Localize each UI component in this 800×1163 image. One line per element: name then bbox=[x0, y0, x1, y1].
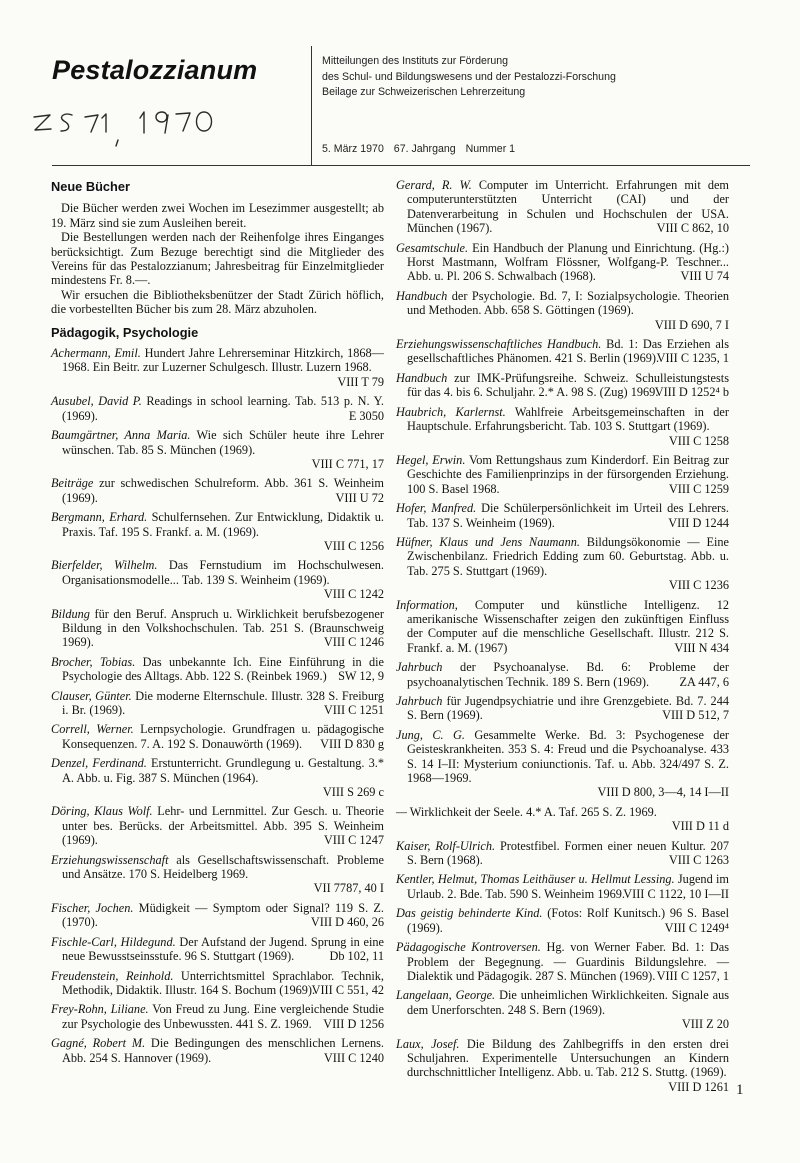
book-entry bbox=[51, 722, 384, 751]
shelf-mark-line bbox=[396, 819, 729, 833]
shelf-mark-line bbox=[396, 318, 729, 332]
shelf-mark-line bbox=[396, 785, 729, 799]
book-entry-description: Die moderne Elternschule. Illustr. 328 S. Freiburg i. Br. (1969). bbox=[62, 688, 384, 717]
book-entry-description: Unterrichtsmittel Sprachlabor. Technik, Methodik, Didaktik. Illustr. 164 S. Bochum (1969). bbox=[62, 968, 384, 997]
book-entry-lead: Clauser, Günter. bbox=[51, 688, 132, 703]
shelf-mark: VIII D 1261 bbox=[668, 1079, 729, 1094]
book-entry-description: Wie sich Schüler heute ihre Lehrer wünschen. Tab. 85 S. München (1969). bbox=[62, 428, 384, 457]
book-entry-text bbox=[51, 394, 384, 423]
book-entry-text bbox=[396, 371, 729, 400]
book-entry bbox=[51, 476, 384, 505]
book-entry bbox=[51, 1002, 384, 1031]
book-entry-text bbox=[51, 428, 384, 457]
book-entry bbox=[396, 371, 729, 400]
book-entry-description: Wirklichkeit der Seele. 4.* A. Taf. 265 S. Z. 1969. bbox=[406, 804, 657, 819]
book-entry-text bbox=[396, 598, 729, 656]
shelf-mark: VIII C 1246 bbox=[323, 635, 384, 650]
book-entry-lead: Kentler, Helmut, Thomas Leithäuser u. Hellmut Lessing. bbox=[396, 872, 675, 887]
book-entry-lead: Brocher, Tobias. bbox=[51, 654, 136, 669]
book-entry-text bbox=[396, 872, 729, 901]
book-entry-description: Vom Rettungshaus zum Kinderdorf. Ein Beitrag zur Geschichte des Familienprinzips in der fürsorgenden Erziehung. 100 S. Basel 1968. bbox=[407, 452, 729, 496]
issue-date: 5. März 1970 bbox=[322, 143, 384, 155]
book-entry-text bbox=[51, 1036, 384, 1065]
book-entry-description: Erstunterricht. Grundlegung u. Gestaltung. 3.* A. Abb. u. Fig. 387 S. München (1964). bbox=[62, 756, 384, 785]
book-entry-text bbox=[51, 689, 384, 718]
book-entry-description: zur IMK-Prüfungsreihe. Schweiz. Schulleistungstests für das 4. bis 6. Schuljahr. 2.* A. 98 S. (Zug) 1969. bbox=[407, 370, 729, 400]
book-entry-lead: Bildung bbox=[51, 606, 90, 621]
book-entry-text bbox=[51, 756, 384, 785]
shelf-mark: VIII C 1247 bbox=[323, 833, 384, 848]
intro-text bbox=[51, 201, 384, 316]
book-entry-description: für den Beruf. Anspruch u. Wirklichkeit berufsbezogener Bildung in den Volkshochschulen. Tab. 251 S. (Braunschweig 1969). bbox=[62, 606, 384, 650]
shelf-mark: VIII C 1122, 10 I—II bbox=[623, 886, 729, 901]
book-entry bbox=[396, 1037, 729, 1095]
book-entry-description: Jugend im Urlaub. 2. Bde. Tab. 590 S. Weinheim 1969. bbox=[407, 872, 729, 901]
book-entry-description: Wahlfreie Arbeitsgemeinschaften in der Hauptschule. Erfahrungsbericht. Tab. 103 S. Stuttgart (1969). bbox=[407, 404, 729, 434]
book-entry bbox=[51, 655, 384, 684]
book-entry-text bbox=[396, 694, 729, 723]
book-entry-text bbox=[396, 988, 729, 1017]
book-entry-text bbox=[51, 1002, 384, 1031]
book-entry bbox=[396, 535, 729, 593]
book-entry-description: für Jugendpsychiatrie und ihre Grenzgebiete. Bd. 7. 244 S. Bern (1969). bbox=[407, 694, 729, 723]
book-entry-description: Hg. von Werner Faber. Bd. 1: Das Problem der Begegnung. — Guardinis Bildungslehre. — Dialektik und Pädagogik. 287 S. München (1969). bbox=[407, 940, 729, 983]
book-entry bbox=[51, 853, 384, 896]
shelf-mark: VIII D 1252⁴ b bbox=[654, 385, 729, 400]
shelf-mark: ZA 447, 6 bbox=[679, 674, 729, 689]
shelf-mark: VIII Z 20 bbox=[681, 1017, 729, 1032]
masthead-vertical-rule bbox=[311, 46, 312, 166]
masthead-subtitle bbox=[322, 54, 742, 101]
book-entry-description: Readings in school learning. Tab. 513 p. N. Y. (1969). bbox=[62, 394, 384, 423]
shelf-mark-line bbox=[51, 457, 384, 471]
book-entry-text bbox=[396, 501, 729, 530]
shelf-mark-line bbox=[396, 1017, 729, 1031]
shelf-mark: VIII D 460, 26 bbox=[310, 915, 384, 930]
book-entry bbox=[51, 969, 384, 998]
section-heading-paedagogik: Pädagogik, Psychologie bbox=[51, 324, 199, 340]
book-list-right bbox=[396, 178, 729, 1094]
book-entry-description: Die Bedingungen des menschlichen Lernens. Abb. 254 S. Hannover (1969). bbox=[62, 1036, 384, 1065]
book-entry bbox=[51, 607, 384, 650]
book-entry-text bbox=[396, 660, 729, 689]
shelf-mark: VIII C 1242 bbox=[323, 587, 384, 602]
book-entry bbox=[51, 756, 384, 799]
book-entry-lead: Achermann, Emil. bbox=[51, 346, 141, 361]
shelf-mark: VIII N 434 bbox=[674, 640, 729, 655]
book-entry bbox=[396, 728, 729, 800]
masthead-title: Pestalozzianum bbox=[52, 55, 258, 85]
book-entry-lead: — bbox=[396, 804, 407, 819]
book-entry bbox=[396, 405, 729, 448]
book-entry bbox=[396, 241, 729, 284]
book-entry bbox=[396, 805, 729, 834]
shelf-mark: VIII C 862, 10 bbox=[656, 221, 729, 236]
book-entry-lead: Döring, Klaus Wolf. bbox=[51, 804, 153, 819]
book-entry-lead: Jung, C. G. bbox=[396, 727, 465, 742]
shelf-mark: VIII D 800, 3—4, 14 I—II bbox=[597, 785, 729, 800]
book-entry bbox=[396, 178, 729, 236]
book-list-left bbox=[51, 346, 384, 1065]
book-entry-description: der Psychologie. Bd. 7, I: Sozialpsychologie. Theorien und Methoden. Abb. 658 S. Göttingen (1969). bbox=[407, 288, 729, 318]
book-entry bbox=[51, 428, 384, 471]
shelf-mark: VIII C 1251 bbox=[323, 703, 384, 717]
book-entry-lead: Frey-Rohn, Liliane. bbox=[51, 1002, 149, 1017]
book-entry-text bbox=[396, 289, 729, 318]
shelf-mark: VIII T 79 bbox=[337, 374, 384, 389]
book-entry bbox=[396, 906, 729, 935]
book-entry-text bbox=[51, 901, 384, 930]
book-entry-description: Hundert Jahre Lehrerseminar Hitzkirch, 1868—1968. Ein Beitr. zur Luzerner Schulgesch. Illustr. Luzern 1968. bbox=[62, 346, 384, 375]
shelf-mark: SW 12, 9 bbox=[338, 669, 384, 684]
shelf-mark: VIII D 11 d bbox=[671, 819, 729, 834]
book-entry-description: Die unheimlichen Wirklichkeiten. Signale aus dem Unerforschten. 248 S. Bern (1969). bbox=[407, 988, 729, 1017]
book-entry bbox=[51, 1036, 384, 1065]
shelf-mark: VIII D 830 g bbox=[320, 736, 384, 751]
shelf-mark-line bbox=[396, 578, 729, 592]
book-entry bbox=[51, 689, 384, 718]
book-entry bbox=[51, 804, 384, 847]
book-entry-text bbox=[396, 535, 729, 578]
book-entry-text bbox=[51, 607, 384, 650]
book-entry-text bbox=[51, 935, 384, 964]
book-entry-description: Lernpsychologie. Grundfragen u. pädagogische Konsequenzen. 7. A. 192 S. Donauwörth (1969). bbox=[62, 722, 384, 751]
book-entry-lead: Kaiser, Rolf-Ulrich. bbox=[396, 838, 496, 853]
shelf-mark: VIII C 1263 bbox=[668, 853, 729, 868]
subtitle-line: des Schul- und Bildungswesens und der Pestalozzi-Forschung bbox=[322, 70, 616, 83]
book-entry-text bbox=[396, 178, 729, 236]
shelf-mark-line bbox=[51, 539, 384, 553]
shelf-mark: VIII C 1256 bbox=[323, 538, 384, 553]
book-entry-lead: Erziehungswissenschaft bbox=[51, 852, 169, 867]
book-entry-lead: Laux, Josef. bbox=[396, 1036, 460, 1051]
shelf-mark-line bbox=[51, 785, 384, 799]
masthead-rule bbox=[52, 165, 750, 166]
book-entry-description: Das Fernstudium im Hochschulwesen. Organisationsmodelle... Tab. 139 S. Weinheim (1969). bbox=[62, 558, 385, 587]
masthead bbox=[0, 0, 800, 170]
book-entry-lead: Das geistig behinderte Kind. bbox=[396, 906, 543, 921]
book-entry-lead: Freudenstein, Reinhold. bbox=[51, 968, 174, 983]
shelf-mark: VIII C 1249⁴ bbox=[664, 920, 729, 935]
book-entry-description: Der Aufstand der Jugend. Sprung in eine neue Bewusstseinsstufe. 96 S. Stuttgart (1969). bbox=[62, 934, 384, 964]
shelf-mark: VIII C 1236 bbox=[668, 578, 729, 593]
book-entry-text bbox=[396, 728, 729, 786]
shelf-mark: VIII D 512, 7 bbox=[662, 708, 729, 723]
shelf-mark: VIII C 1235, 1 bbox=[656, 351, 729, 366]
book-entry-lead: Bergmann, Erhard. bbox=[51, 510, 148, 525]
book-entry bbox=[51, 394, 384, 423]
book-entry-lead: Langelaan, George. bbox=[396, 988, 496, 1003]
book-entry-lead: Erziehungswissenschaftliches Handbuch. bbox=[396, 337, 602, 352]
shelf-mark: VII 7787, 40 I bbox=[313, 881, 384, 896]
book-entry bbox=[396, 839, 729, 868]
intro-paragraph: Die Bestellungen werden nach der Reihenfolge ihres Einganges berücksichtigt. Zum Bezuge berechtigt sind die Mitglieder des Vereins für das Pestalozzianum; Jahresbeitrag für Einzelmitglieder mindestens Fr. 8.—. bbox=[51, 230, 384, 288]
issue-info bbox=[322, 143, 522, 155]
book-entry-text bbox=[51, 655, 384, 684]
book-entry-description: Lehr- und Lernmittel. Zur Gesch. u. Theorie unter bes. Berücks. der Arbeitsmittel. Abb. 395 S. Weinheim (1969). bbox=[62, 804, 384, 848]
book-entry bbox=[396, 289, 729, 332]
shelf-mark-line bbox=[51, 881, 384, 895]
shelf-mark: E 3050 bbox=[348, 408, 384, 423]
book-entry-description: (Fotos: Rolf Kunitsch.) 96 S. Basel (1969). bbox=[407, 906, 729, 935]
book-entry-text bbox=[396, 337, 729, 366]
book-entry-text bbox=[396, 940, 729, 983]
page-number: 1 bbox=[736, 1082, 744, 1098]
book-entry-lead: Jahrbuch bbox=[396, 694, 443, 708]
book-entry-description: der Psychoanalyse. Bd. 6: Probleme der psychoanalytischen Technik. 189 S. Bern (1969). bbox=[407, 660, 729, 689]
book-entry-description: zur schwedischen Schulreform. Abb. 361 S. Weinheim (1969). bbox=[62, 476, 384, 505]
book-entry bbox=[396, 337, 729, 366]
book-entry-lead: Gagné, Robert M. bbox=[51, 1036, 146, 1051]
subtitle-line: Mitteilungen des Instituts zur Förderung bbox=[322, 55, 509, 67]
book-entry bbox=[51, 346, 384, 389]
book-entry-description: Die Bildung des Zahlbegriffs in den ersten drei Schuljahren. Experimentelle Untersuchungen an Kindern durchschnittlicher Intelligenz. Abb. u. Tab. 212 S. Stuttg. (1969). bbox=[407, 1036, 729, 1080]
book-entry-lead: Gerard, R. W. bbox=[396, 178, 472, 192]
book-entry-lead: Beiträge bbox=[51, 476, 94, 491]
shelf-mark: VIII C 771, 17 bbox=[311, 456, 384, 471]
shelf-mark: VIII D 690, 7 I bbox=[654, 317, 729, 332]
section-heading-neue-buecher: Neue Bücher bbox=[51, 179, 130, 194]
book-entry-description: Ein Handbuch der Planung und Einrichtung. (Hg.:) Horst Mastmann, Wolfram Flössner, Wolfgang-P. Teschner... Abb. u. Pl. 206 S. Schwalbach (1968). bbox=[407, 240, 729, 284]
book-entry-lead: Gesamtschule. bbox=[396, 240, 469, 255]
book-entry-description: Schulfernsehen. Zur Entwicklung, Didaktik u. Praxis. Taf. 195 S. Frankf. a. M. (1969). bbox=[62, 510, 384, 539]
book-entry-lead: Fischer, Jochen. bbox=[51, 900, 134, 915]
book-entry bbox=[396, 988, 729, 1031]
book-entry-text bbox=[396, 906, 729, 935]
book-entry-lead: Jahrbuch bbox=[396, 660, 443, 675]
shelf-mark: VIII C 1259 bbox=[668, 481, 729, 496]
book-entry-description: Bildungsökonomie — Eine Zwischenbilanz. Friedrich Edding zum 60. Geburtstag. Abb. u. Tab. 275 S. Stuttgart (1969). bbox=[407, 534, 729, 578]
issue-number: Nummer 1 bbox=[465, 143, 516, 155]
book-entry bbox=[396, 501, 729, 530]
book-entry-text bbox=[51, 969, 384, 998]
book-entry-lead: Ausubel, David P. bbox=[51, 394, 142, 409]
shelf-mark: VIII C 1240 bbox=[323, 1050, 384, 1065]
book-entry-description: Gesammelte Werke. Bd. 3: Psychogenese der Geisteskrankheiten. 353 S. 4: Freud und die Psychoanalyse. 433 S. 14 I–II: Mysterium coniunctionis. Taf. u. Abb. 324/497 S. Z. 1968—1969. bbox=[407, 727, 729, 786]
shelf-mark: VIII D 1256 bbox=[323, 1016, 384, 1031]
book-entry-description: Die Schülerpersönlichkeit im Urteil des Lehrers. Tab. 137 S. Weinheim (1969). bbox=[407, 501, 729, 530]
book-entry-lead: Fischle-Carl, Hildegund. bbox=[51, 934, 176, 949]
book-entry bbox=[51, 901, 384, 930]
book-entry-lead: Handbuch bbox=[396, 288, 448, 303]
book-entry-text bbox=[51, 558, 384, 601]
shelf-mark: VIII C 551, 42 bbox=[311, 982, 384, 997]
book-entry bbox=[51, 558, 384, 601]
intro-paragraph: Die Bücher werden zwei Wochen im Lesezimmer ausgestellt; ab 19. März sind sie zum Ausleihen bereit. bbox=[51, 201, 384, 230]
left-column bbox=[51, 178, 384, 1070]
book-entry-text bbox=[51, 853, 384, 882]
book-entry-description: Computer und künstliche Intelligenz. 12 amerikanische Wissenschafter zeigen den zukünftigen Einfluss der Computer auf die menschliche Gesellschaft. Illustr. 212 S. Frankf. a. M. (1967) bbox=[407, 597, 729, 655]
book-entry-description: Das unbekannte Ich. Eine Einführung in die Psychologie des Alltags. Abb. 122 S. (Reinbek 1969.) bbox=[62, 654, 385, 684]
book-entry bbox=[396, 453, 729, 496]
book-entry-description: Computer im Unterricht. Erfahrungen mit dem computerunterstützten Unterricht (CAI) und der Datenverarbeitung in Schulen und Hochschulen der USA. München (1967). bbox=[407, 178, 729, 236]
book-entry-text bbox=[396, 453, 729, 496]
book-entry-lead: Pädagogische Kontroversen. bbox=[396, 940, 541, 955]
book-entry-lead: Hüfner, Klaus und Jens Naumann. bbox=[396, 534, 580, 549]
book-entry bbox=[396, 660, 729, 689]
shelf-mark: VIII C 1258 bbox=[668, 433, 729, 448]
book-entry-text bbox=[51, 476, 384, 505]
book-entry-description: Protestfibel. Formen einer neuen Kultur. 207 S. Bern (1968). bbox=[407, 838, 729, 868]
book-entry-lead: Hegel, Erwin. bbox=[396, 452, 466, 467]
book-entry-text bbox=[396, 405, 729, 448]
book-entry-lead: Baumgärtner, Anna Maria. bbox=[51, 428, 191, 443]
book-entry-text bbox=[396, 839, 729, 868]
book-entry-description: als Gesellschaftswissenschaft. Probleme und Ansätze. 170 S. Heidelberg 1969. bbox=[62, 852, 384, 882]
book-entry-text bbox=[396, 805, 729, 819]
book-entry-lead: Denzel, Ferdinand. bbox=[51, 756, 147, 771]
book-entry-text bbox=[396, 241, 729, 284]
book-entry-lead: Information, bbox=[396, 597, 458, 612]
book-entry-lead: Handbuch bbox=[396, 370, 448, 385]
shelf-mark: VIII S 269 c bbox=[322, 785, 384, 800]
book-entry bbox=[396, 940, 729, 983]
shelf-mark: VIII C 1257, 1 bbox=[656, 968, 729, 983]
book-entry bbox=[396, 694, 729, 723]
book-entry bbox=[51, 510, 384, 553]
handwritten-shelf-mark bbox=[28, 100, 258, 155]
book-entry bbox=[51, 935, 384, 964]
book-entry-lead: Hofer, Manfred. bbox=[396, 501, 477, 516]
intro-paragraph: Wir ersuchen die Bibliotheksbenützer der Stadt Zürich höflich, die vorbestellten Bücher bis zum 28. März abzuholen. bbox=[51, 287, 384, 317]
book-entry-text bbox=[51, 346, 384, 389]
shelf-mark: Db 102, 11 bbox=[329, 949, 384, 964]
shelf-mark: VIII U 72 bbox=[335, 490, 384, 505]
book-entry-text bbox=[51, 722, 384, 751]
book-entry-text bbox=[51, 804, 384, 847]
book-entry-lead: Haubrich, Karlernst. bbox=[396, 404, 506, 419]
book-entry bbox=[396, 598, 729, 656]
book-entry-description: Von Freud zu Jung. Eine vergleichende Studie zur Psychologie des Unbewussten. 441 S. Z. 1969. bbox=[62, 1002, 384, 1031]
shelf-mark: VIII D 1244 bbox=[668, 515, 729, 530]
book-entry bbox=[396, 872, 729, 901]
book-entry-lead: Correll, Werner. bbox=[51, 722, 134, 737]
shelf-mark: VIII U 74 bbox=[680, 269, 729, 284]
book-entry-text bbox=[396, 1037, 729, 1095]
issue-volume: 67. Jahrgang bbox=[393, 143, 456, 155]
book-entry-description: Bd. 1: Das Erziehen als gesellschaftliches Phänomen. 421 S. Berlin (1969). bbox=[407, 337, 729, 366]
book-entry-text bbox=[51, 510, 384, 539]
book-entry-description: Müdigkeit — Symptom oder Signal? 119 S. Z. (1970). bbox=[62, 900, 384, 930]
subtitle-line: Beilage zur Schweizerischen Lehrerzeitung bbox=[322, 86, 526, 98]
book-entry-lead: Bierfelder, Wilhelm. bbox=[51, 558, 158, 573]
right-column bbox=[396, 178, 729, 1099]
